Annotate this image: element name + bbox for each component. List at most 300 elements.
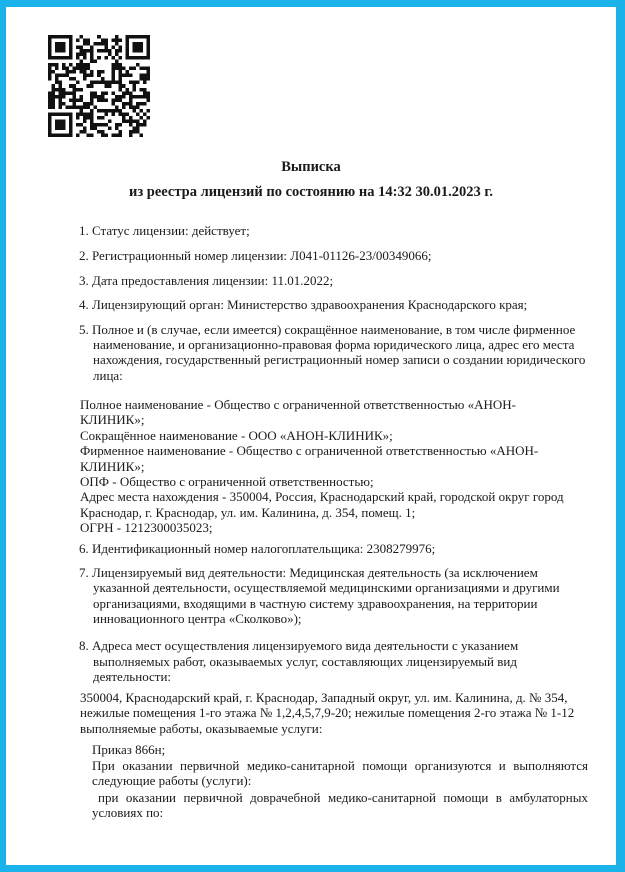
qr-module [87, 105, 91, 109]
qr-module [146, 95, 150, 99]
qr-module [48, 91, 52, 95]
qr-module [132, 119, 136, 123]
qr-module [143, 95, 147, 99]
qr-module [48, 105, 52, 109]
qr-module [69, 56, 73, 60]
qr-module [146, 91, 150, 95]
qr-module [115, 67, 119, 71]
qr-module [136, 130, 140, 134]
qr-module [80, 46, 84, 50]
qr-module [115, 35, 119, 39]
qr-module [52, 35, 56, 39]
qr-module [115, 123, 119, 127]
qr-module [125, 119, 129, 123]
item-activity-addresses: 8. Адреса мест осуществления лицензируемого вида деятельности с указанием выполняемых работ, оказываемых услуг, составляющих лицензируемый вид деятельности: [79, 638, 519, 685]
qr-module [101, 81, 105, 85]
qr-module [76, 46, 80, 50]
qr-module [55, 74, 59, 78]
qr-module [143, 88, 147, 92]
qr-module [69, 130, 73, 134]
qr-module [143, 112, 147, 116]
qr-module [129, 81, 133, 85]
qr-module [55, 133, 59, 137]
qr-module [73, 67, 77, 71]
qr-module [136, 123, 140, 127]
qr-module [69, 77, 73, 81]
qr-module [108, 109, 112, 113]
qr-module [48, 119, 52, 123]
qr-module [62, 49, 66, 53]
qr-module [111, 112, 115, 116]
qr-module [125, 46, 129, 50]
qr-module [136, 42, 140, 46]
qr-module [87, 42, 91, 46]
qr-module [118, 123, 122, 127]
qr-module [87, 112, 91, 116]
qr-module [125, 102, 129, 106]
qr-module [52, 95, 56, 99]
qr-module [59, 95, 63, 99]
qr-module [132, 67, 136, 71]
qr-module [55, 56, 59, 60]
qr-module [76, 123, 80, 127]
qr-module [132, 88, 136, 92]
qr-module [59, 102, 63, 106]
qr-module [143, 77, 147, 81]
qr-module [80, 98, 84, 102]
qr-module [136, 35, 140, 39]
qr-module [143, 102, 147, 106]
qr-module [122, 116, 126, 120]
qr-module [111, 39, 115, 43]
qr-module [101, 109, 105, 113]
org-ogrn: ОГРН - 1212300035023; [80, 520, 213, 536]
qr-module [125, 74, 129, 78]
activity-address-line1: 350004, Краснодарский край, г. Краснодар, Западный округ, ул. им. Калинина, д. № 354, [80, 690, 568, 705]
qr-module [115, 39, 119, 43]
qr-module [83, 112, 87, 116]
qr-module [55, 88, 59, 92]
qr-module [80, 35, 84, 39]
qr-module [118, 49, 122, 53]
qr-module [118, 39, 122, 43]
qr-module [118, 77, 122, 81]
qr-module [83, 119, 87, 123]
qr-module [143, 67, 147, 71]
qr-module [80, 130, 84, 134]
qr-module [139, 56, 143, 60]
qr-module [59, 112, 63, 116]
qr-module [76, 67, 80, 71]
qr-module [55, 49, 59, 53]
qr-module [129, 119, 133, 123]
qr-module [104, 81, 108, 85]
qr-module [104, 84, 108, 88]
org-address-line1: Адрес места нахождения - 350004, Россия, Краснодарский край, городской округ город [80, 489, 564, 505]
qr-module [111, 74, 115, 78]
qr-module [115, 42, 119, 46]
qr-module [118, 95, 122, 99]
qr-module [146, 67, 150, 71]
activity-address [80, 690, 600, 736]
qr-module [146, 46, 150, 50]
qr-module [52, 63, 56, 67]
qr-module [132, 84, 136, 88]
qr-module [52, 133, 56, 137]
item-activity-type: 7. Лицензируемый вид деятельности: Медицинская деятельность (за исключением указанной деятельности, осуществляемой медицинскими организациями и другими организациями, входящими в частную систему здравоохранения, на территории инновационного центра «Сколково»); [79, 565, 560, 626]
qr-module [52, 91, 56, 95]
qr-module [139, 35, 143, 39]
qr-module [55, 126, 59, 130]
qr-module [90, 126, 94, 130]
qr-module [136, 126, 140, 130]
qr-module [104, 91, 108, 95]
qr-module [52, 105, 56, 109]
qr-module [115, 133, 119, 137]
qr-module [52, 102, 56, 106]
qr-module [73, 70, 77, 74]
qr-module [118, 63, 122, 67]
qr-module [146, 98, 150, 102]
qr-module [48, 123, 52, 127]
qr-module [118, 46, 122, 50]
qr-module [62, 126, 66, 130]
qr-module [139, 116, 143, 120]
qr-module [76, 56, 80, 60]
qr-module [132, 130, 136, 134]
qr-module [83, 42, 87, 46]
qr-module [139, 88, 143, 92]
qr-module [115, 98, 119, 102]
qr-module [48, 70, 52, 74]
document-title: Выписка [281, 159, 341, 175]
qr-module [90, 91, 94, 95]
qr-module [48, 39, 52, 43]
item-registration-number: 2. Регистрационный номер лицензии: Л041-01126-23/00349066; [79, 248, 432, 263]
qr-module [129, 102, 133, 106]
qr-module [136, 49, 140, 53]
qr-module [90, 46, 94, 50]
qr-module [136, 105, 140, 109]
qr-module [101, 130, 105, 134]
document-subtitle: из реестра лицензий по состоянию на 14:32 30.01.2023 г. [128, 184, 494, 200]
qr-module [94, 91, 98, 95]
qr-module [94, 60, 98, 64]
qr-module [59, 35, 63, 39]
qr-module [62, 63, 66, 67]
qr-module [108, 84, 112, 88]
qr-module [129, 116, 133, 120]
qr-module [48, 98, 52, 102]
qr-module [115, 126, 119, 130]
qr-module [129, 67, 133, 71]
item-licensing-authority: 4. Лицензирующий орган: Министерство здравоохранения Краснодарского края; [79, 297, 528, 312]
qr-module [80, 109, 84, 113]
qr-module [55, 67, 59, 71]
qr-module [115, 109, 119, 113]
qr-module [94, 81, 98, 85]
qr-module [125, 112, 129, 116]
qr-module [80, 67, 84, 71]
qr-module [80, 95, 84, 99]
qr-module [87, 102, 91, 106]
qr-module [104, 123, 108, 127]
qr-module [55, 35, 59, 39]
qr-module [101, 91, 105, 95]
qr-module [73, 95, 77, 99]
qr-module [80, 105, 84, 109]
qr-module [76, 112, 80, 116]
qr-module [90, 60, 94, 64]
qr-module [118, 88, 122, 92]
qr-module [146, 77, 150, 81]
qr-module [97, 109, 101, 113]
qr-module [101, 116, 105, 120]
qr-module [80, 49, 84, 53]
qr-module [139, 95, 143, 99]
qr-module [90, 53, 94, 57]
org-short-name: Сокращённое наименование - ООО «АНОН-КЛИНИК»; [80, 427, 393, 443]
qr-module [69, 53, 73, 57]
qr-module [101, 123, 105, 127]
qr-module [76, 53, 80, 57]
qr-module [101, 39, 105, 43]
qr-module [111, 63, 115, 67]
qr-module [52, 84, 56, 88]
qr-module [73, 77, 77, 81]
qr-module [83, 77, 87, 81]
qr-module [80, 53, 84, 57]
qr-module [125, 49, 129, 53]
qr-module [83, 56, 87, 60]
qr-module [69, 63, 73, 67]
qr-module [83, 116, 87, 120]
qr-module [132, 126, 136, 130]
qr-module [111, 102, 115, 106]
qr-module [90, 49, 94, 53]
qr-module [118, 81, 122, 85]
qr-module [69, 98, 73, 102]
qr-module [111, 133, 115, 137]
qr-module [80, 112, 84, 116]
qr-module [97, 74, 101, 78]
qr-module [136, 119, 140, 123]
qr-module [55, 63, 59, 67]
qr-module [122, 119, 126, 123]
qr-module [73, 98, 77, 102]
qr-module [146, 42, 150, 46]
qr-module [101, 133, 105, 137]
qr-module [62, 46, 66, 50]
qr-module [118, 67, 122, 71]
qr-module [94, 105, 98, 109]
qr-module [136, 56, 140, 60]
qr-module [69, 42, 73, 46]
qr-module [104, 39, 108, 43]
qr-module [111, 81, 115, 85]
qr-module [132, 81, 136, 85]
qr-module [118, 70, 122, 74]
qr-module [52, 98, 56, 102]
qr-code-icon [48, 35, 150, 137]
qr-module [73, 84, 77, 88]
qr-module [69, 35, 73, 39]
qr-module [118, 74, 122, 78]
qr-module [122, 102, 126, 106]
qr-module [132, 105, 136, 109]
org-full-name-line2: КЛИНИК»; [80, 412, 145, 428]
qr-module [125, 56, 129, 60]
qr-module [76, 133, 80, 137]
qr-module [104, 46, 108, 50]
qr-module [48, 67, 52, 71]
qr-module [136, 46, 140, 50]
qr-module [111, 91, 115, 95]
qr-module [80, 70, 84, 74]
qr-module [62, 95, 66, 99]
qr-module [69, 119, 73, 123]
qr-module [136, 112, 140, 116]
qr-module [111, 109, 115, 113]
item-license-status: 1. Статус лицензии: действует; [79, 223, 250, 238]
qr-module [90, 81, 94, 85]
qr-module [69, 105, 73, 109]
qr-module [69, 39, 73, 43]
qr-module [115, 53, 119, 57]
qr-module [59, 105, 63, 109]
qr-module [80, 88, 84, 92]
qr-module [118, 98, 122, 102]
qr-module [125, 39, 129, 43]
qr-module [55, 46, 59, 50]
qr-module [146, 74, 150, 78]
qr-module [101, 95, 105, 99]
qr-module [62, 91, 66, 95]
qr-module [69, 133, 73, 137]
qr-module [94, 42, 98, 46]
qr-module [118, 133, 122, 137]
qr-module [59, 91, 63, 95]
qr-module [97, 70, 101, 74]
qr-module [108, 126, 112, 130]
qr-module [66, 56, 70, 60]
qr-module [59, 74, 63, 78]
qr-module [48, 74, 52, 78]
item-organization-heading: 5. Полное и (в случае, если имеется) сокращённое наименование, в том числе фирменное наименование, и организационно-правовая форма юридического лица, адрес его места нахождения, государственный регистрационный номер записи о создании юридического лица: [79, 322, 586, 383]
qr-module [101, 42, 105, 46]
qr-module [115, 95, 119, 99]
qr-module [146, 53, 150, 57]
qr-module [76, 39, 80, 43]
qr-module [136, 63, 140, 67]
qr-module [97, 98, 101, 102]
qr-module [66, 105, 70, 109]
qr-module [101, 70, 105, 74]
qr-module [129, 91, 133, 95]
qr-module [143, 119, 147, 123]
qr-module [122, 84, 126, 88]
qr-module [48, 42, 52, 46]
qr-module [90, 74, 94, 78]
qr-module [59, 81, 63, 85]
qr-module [66, 35, 70, 39]
qr-module [48, 56, 52, 60]
order-reference: Приказ 866н; [92, 742, 166, 757]
qr-module [83, 102, 87, 106]
qr-module [115, 63, 119, 67]
qr-module [115, 60, 119, 64]
qr-module [55, 123, 59, 127]
qr-module [122, 91, 126, 95]
qr-module [76, 81, 80, 85]
qr-module [139, 42, 143, 46]
qr-module [62, 123, 66, 127]
qr-module [104, 109, 108, 113]
services-sub: при оказании первичной доврачебной медико-санитарной помощи в амбулаторных условиях по: [92, 790, 588, 821]
qr-module [87, 74, 91, 78]
qr-module [48, 130, 52, 134]
qr-module [48, 95, 52, 99]
qr-module [90, 119, 94, 123]
qr-module [129, 74, 133, 78]
qr-module [69, 126, 73, 130]
services-intro: При оказании первичной медико-санитарной помощи организуются и выполняются следующие работы (услуги): [92, 758, 588, 789]
qr-module [132, 56, 136, 60]
qr-module [48, 46, 52, 50]
qr-module [108, 53, 112, 57]
activity-address-line3: выполняемые работы, оказываемые услуги: [80, 720, 323, 736]
qr-module [143, 91, 147, 95]
qr-module [62, 67, 66, 71]
qr-module [129, 56, 133, 60]
qr-module [83, 105, 87, 109]
qr-module [48, 53, 52, 57]
qr-module [108, 49, 112, 53]
qr-module [69, 84, 73, 88]
qr-module [122, 105, 126, 109]
qr-module [118, 130, 122, 134]
qr-module [129, 95, 133, 99]
qr-module [59, 49, 63, 53]
qr-module [55, 81, 59, 85]
qr-module [94, 95, 98, 99]
qr-module [52, 112, 56, 116]
qr-module [80, 63, 84, 67]
item-inn: 6. Идентификационный номер налогоплательщика: 2308279976; [79, 541, 436, 556]
qr-module [83, 126, 87, 130]
qr-module [69, 116, 73, 120]
qr-module [111, 70, 115, 74]
qr-module [83, 70, 87, 74]
qr-module [146, 70, 150, 74]
qr-module [66, 91, 70, 95]
qr-module [118, 56, 122, 60]
qr-module [97, 49, 101, 53]
qr-module [122, 112, 126, 116]
qr-module [55, 77, 59, 81]
qr-module [115, 105, 119, 109]
qr-module [143, 123, 147, 127]
qr-module [59, 56, 63, 60]
qr-module [97, 56, 101, 60]
qr-module [76, 88, 80, 92]
qr-module [59, 126, 63, 130]
qr-module [111, 77, 115, 81]
qr-module [125, 70, 129, 74]
qr-module [122, 67, 126, 71]
qr-module [136, 81, 140, 85]
qr-module [87, 39, 91, 43]
